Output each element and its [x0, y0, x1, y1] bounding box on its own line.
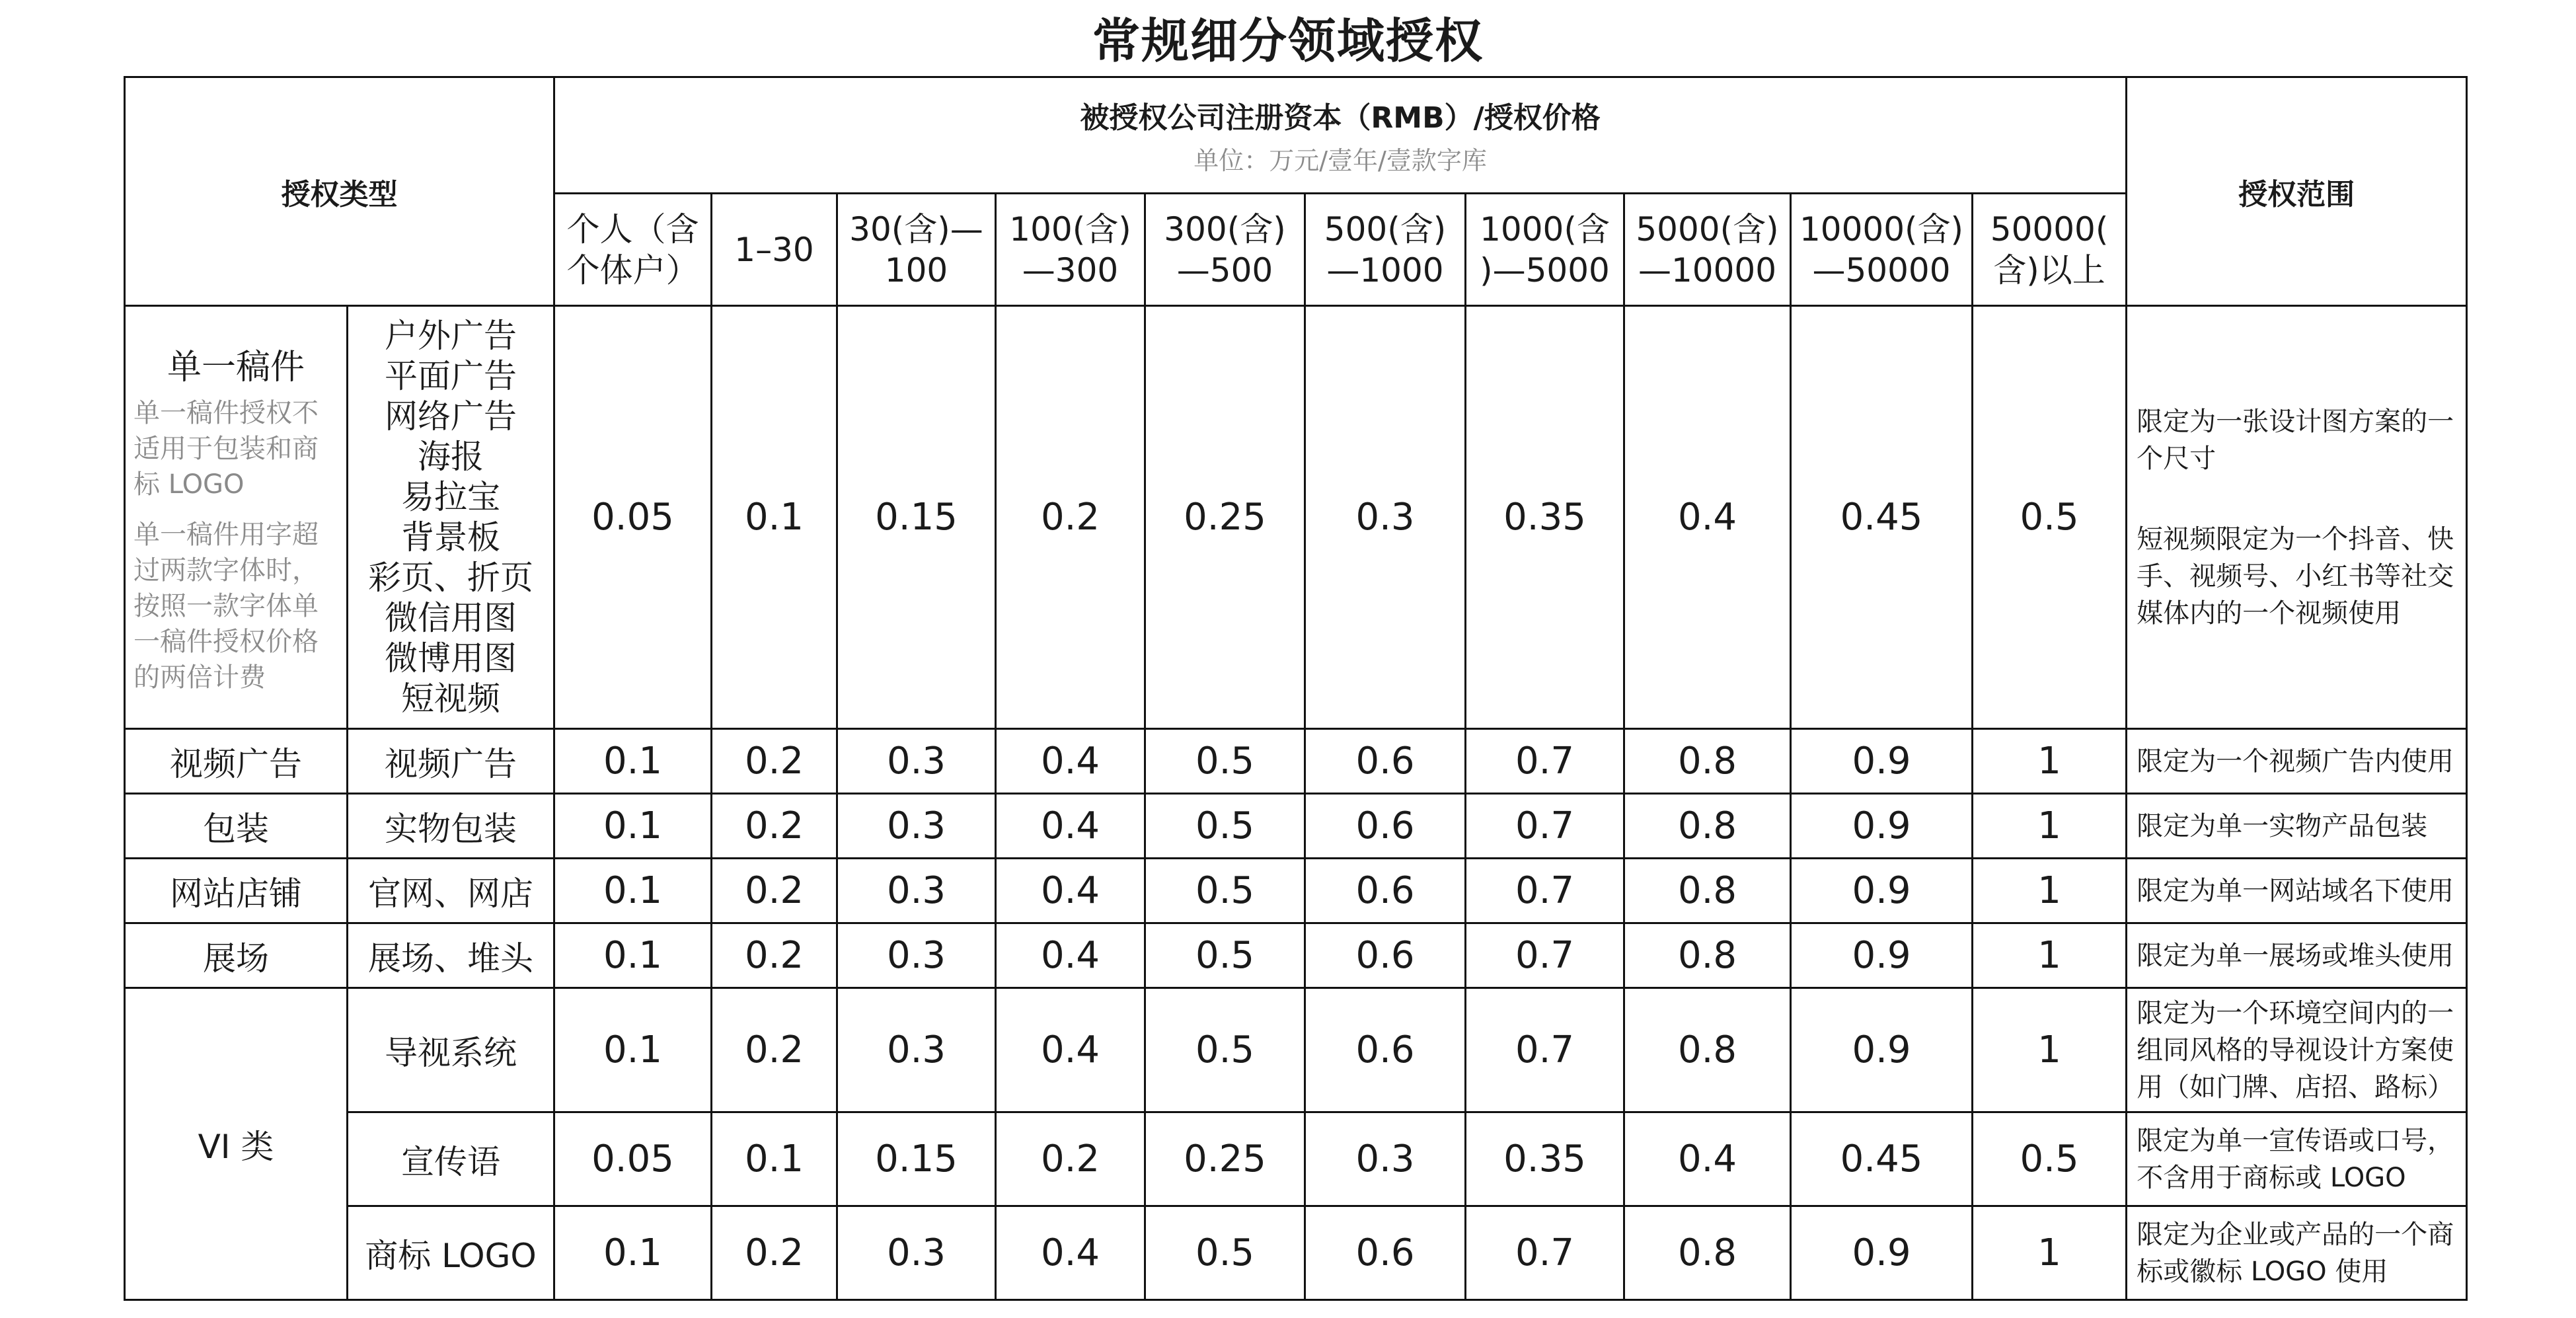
- tier-header: [837, 194, 996, 306]
- price-cell: 1: [1973, 1206, 2127, 1300]
- price-cell: 0.4: [1624, 1112, 1791, 1206]
- tier-header: [554, 194, 712, 306]
- price-cell: 0.7: [1466, 923, 1624, 988]
- category-cell: VI 类: [125, 988, 348, 1300]
- price-cell: 0.9: [1791, 1206, 1973, 1300]
- scope-cell: 限定为企业或产品的一个商标或徽标 LOGO 使用: [2127, 1206, 2467, 1300]
- subcategory-cell: 商标 LOGO: [348, 1206, 554, 1300]
- price-cell: 0.4: [996, 923, 1145, 988]
- category-cell: 包装: [125, 794, 348, 859]
- subcategory-cell: 导视系统: [348, 988, 554, 1112]
- table-row: [125, 306, 2467, 729]
- subcategory-item: 易拉宝: [401, 477, 500, 516]
- scope-text: 限定为一张设计图方案的一个尺寸: [2137, 406, 2454, 474]
- price-cell: 1: [1973, 988, 2127, 1112]
- scope-cell: 限定为单一网站域名下使用: [2127, 859, 2467, 923]
- price-cell: 0.2: [712, 729, 837, 794]
- price-cell: 0.6: [1305, 859, 1466, 923]
- price-cell: 0.3: [837, 1206, 996, 1300]
- tier-header: [1305, 194, 1466, 306]
- table-row: [125, 729, 2467, 794]
- price-cell: 0.7: [1466, 794, 1624, 859]
- price-cell: 0.1: [712, 306, 837, 729]
- price-cell: 0.3: [1305, 1112, 1466, 1206]
- price-cell: 0.3: [1305, 306, 1466, 729]
- subcategory-item: 微信用图: [385, 598, 517, 637]
- price-cell: 0.1: [554, 729, 712, 794]
- price-cell: 0.3: [837, 729, 996, 794]
- price-cell: 0.7: [1466, 988, 1624, 1112]
- tier-line: 个体户）: [566, 251, 699, 290]
- price-cell: 0.5: [1145, 988, 1305, 1112]
- price-cell: 0.5: [1145, 729, 1305, 794]
- category-cell: 展场: [125, 923, 348, 988]
- category-cell: 视频广告: [125, 729, 348, 794]
- category-note: 单一稿件用字超过两款字体时，按照一款字体单一稿件授权价格的两倍计费: [133, 520, 319, 693]
- price-cell: 0.2: [996, 306, 1145, 729]
- price-cell: 0.3: [837, 923, 996, 988]
- scope-cell: 限定为单一宣传语或口号，不含用于商标或 LOGO: [2127, 1112, 2467, 1206]
- scope-header: 授权范围: [2127, 77, 2467, 306]
- price-cell: 0.5: [1973, 1112, 2127, 1206]
- price-cell: 0.2: [712, 859, 837, 923]
- price-cell: 0.7: [1466, 729, 1624, 794]
- price-cell: 0.3: [837, 859, 996, 923]
- price-cell: 0.2: [996, 1112, 1145, 1206]
- price-cell: 0.5: [1145, 923, 1305, 988]
- tier-line: —300: [1022, 251, 1119, 290]
- subcategory-cell: 宣传语: [348, 1112, 554, 1206]
- tier-line: 10000(含): [1799, 210, 1964, 249]
- category-cell: 网站店铺: [125, 859, 348, 923]
- scope-text: 短视频限定为一个抖音、快手、视频号、小红书等社交媒体内的一个视频使用: [2137, 523, 2454, 629]
- subcategory-item: 户外广告: [385, 316, 517, 355]
- price-cell: 0.2: [712, 988, 837, 1112]
- price-cell: 0.5: [1145, 1206, 1305, 1300]
- subcategory-cell: 实物包装: [348, 794, 554, 859]
- price-cell: 0.6: [1305, 729, 1466, 794]
- subcategory-item: 平面广告: [385, 356, 517, 395]
- price-cell: 0.45: [1791, 1112, 1973, 1206]
- price-cell: 0.6: [1305, 794, 1466, 859]
- pricing-table: [124, 76, 2468, 1301]
- subcategory-cell: 展场、堆头: [348, 923, 554, 988]
- subcategory-cell: 视频广告: [348, 729, 554, 794]
- price-cell: 0.2: [712, 794, 837, 859]
- scope-cell: 限定为单一展场或堆头使用: [2127, 923, 2467, 988]
- price-cell: 0.4: [996, 988, 1145, 1112]
- price-cell: 0.2: [712, 923, 837, 988]
- price-cell: 0.9: [1791, 923, 1973, 988]
- tier-line: 5000(含): [1636, 210, 1779, 249]
- price-cell: 0.05: [554, 306, 712, 729]
- subcategory-item: 短视频: [401, 679, 500, 718]
- subcategory-cell: 官网、网店: [348, 859, 554, 923]
- price-cell: 0.5: [1145, 794, 1305, 859]
- price-cell: 0.7: [1466, 1206, 1624, 1300]
- tier-line: 300(含): [1164, 210, 1286, 249]
- capital-header: [554, 77, 2127, 194]
- category-cell: [125, 306, 348, 729]
- price-cell: 0.45: [1791, 306, 1973, 729]
- tier-line: —500: [1176, 251, 1273, 290]
- tier-line: 1000(含: [1480, 210, 1610, 249]
- price-cell: 0.4: [996, 859, 1145, 923]
- type-header: 授权类型: [125, 77, 554, 306]
- price-cell: 0.8: [1624, 729, 1791, 794]
- price-cell: 0.3: [837, 794, 996, 859]
- category-label: 单一稿件: [167, 348, 305, 387]
- price-cell: 1: [1973, 794, 2127, 859]
- price-cell: 0.7: [1466, 859, 1624, 923]
- table-row: [125, 859, 2467, 923]
- price-cell: 0.4: [1624, 306, 1791, 729]
- tier-header: [1624, 194, 1791, 306]
- price-cell: 0.1: [554, 794, 712, 859]
- subcategory-item: 背景板: [401, 518, 500, 557]
- price-cell: 0.9: [1791, 859, 1973, 923]
- table-row: [125, 923, 2467, 988]
- page-title: 常规细分领域授权: [1092, 13, 1484, 69]
- price-cell: 1: [1973, 729, 2127, 794]
- table-row: [125, 794, 2467, 859]
- subcategory-list: [348, 306, 554, 729]
- price-cell: 0.1: [554, 1206, 712, 1300]
- price-cell: 0.3: [837, 988, 996, 1112]
- tier-line: 30(含)—: [849, 210, 983, 249]
- price-cell: 0.15: [837, 1112, 996, 1206]
- tier-line: 500(含): [1324, 210, 1447, 249]
- price-cell: 0.6: [1305, 1206, 1466, 1300]
- price-cell: 0.1: [712, 1112, 837, 1206]
- tier-line: )—5000: [1480, 251, 1610, 290]
- price-cell: 0.25: [1145, 1112, 1305, 1206]
- price-cell: 0.25: [1145, 306, 1305, 729]
- price-cell: 0.4: [996, 794, 1145, 859]
- scope-cell: 限定为一个环境空间内的一组同风格的导视设计方案使用（如门牌、店招、路标）: [2127, 988, 2467, 1112]
- capital-header-label: 被授权公司注册资本（RMB）/授权价格: [1080, 101, 1601, 135]
- tier-line: 50000(: [1990, 210, 2109, 249]
- price-cell: 0.35: [1466, 1112, 1624, 1206]
- price-cell: 0.1: [554, 988, 712, 1112]
- subcategory-item: 网络广告: [385, 397, 517, 436]
- price-cell: 0.6: [1305, 988, 1466, 1112]
- price-cell: 0.8: [1624, 859, 1791, 923]
- price-cell: 0.4: [996, 729, 1145, 794]
- tier-header: [996, 194, 1145, 306]
- tier-header: [712, 194, 837, 306]
- price-cell: 1: [1973, 859, 2127, 923]
- subcategory-item: 海报: [418, 437, 484, 476]
- price-cell: 0.9: [1791, 794, 1973, 859]
- price-cell: 0.8: [1624, 794, 1791, 859]
- price-cell: 0.9: [1791, 729, 1973, 794]
- scope-cell: 限定为一个视频广告内使用: [2127, 729, 2467, 794]
- price-cell: 0.8: [1624, 988, 1791, 1112]
- tier-line: 100(含): [1009, 210, 1131, 249]
- price-cell: 0.5: [1973, 306, 2127, 729]
- category-notes: [133, 395, 338, 695]
- tier-line: 个人（含: [566, 210, 699, 249]
- table-row: [125, 1206, 2467, 1300]
- tier-line: 1–30: [734, 230, 814, 269]
- table-row: [125, 1112, 2467, 1206]
- price-cell: 0.4: [996, 1206, 1145, 1300]
- tier-header: [1973, 194, 2127, 306]
- price-cell: 1: [1973, 923, 2127, 988]
- price-cell: 0.15: [837, 306, 996, 729]
- tier-header: [1145, 194, 1305, 306]
- tier-header: [1466, 194, 1624, 306]
- tier-line: —10000: [1638, 251, 1777, 290]
- tier-header: [1791, 194, 1973, 306]
- price-cell: 0.5: [1145, 859, 1305, 923]
- tier-line: 含)以上: [1993, 251, 2105, 290]
- price-cell: 0.2: [712, 1206, 837, 1300]
- price-cell: 0.1: [554, 859, 712, 923]
- subcategory-item: 彩页、折页: [368, 558, 533, 597]
- tier-line: 100: [884, 251, 948, 290]
- scope-cell: [2127, 306, 2467, 729]
- tier-line: —1000: [1326, 251, 1444, 290]
- unit-label: 单位：万元/壹年/壹款字库: [1193, 146, 1487, 175]
- table-row: [125, 988, 2467, 1112]
- price-cell: 0.8: [1624, 1206, 1791, 1300]
- price-cell: 0.1: [554, 923, 712, 988]
- scope-cell: 限定为单一实物产品包装: [2127, 794, 2467, 859]
- price-cell: 0.9: [1791, 988, 1973, 1112]
- price-cell: 0.8: [1624, 923, 1791, 988]
- subcategory-item: 微博用图: [385, 639, 517, 678]
- price-cell: 0.6: [1305, 923, 1466, 988]
- category-note: 单一稿件授权不适用于包装和商标 LOGO: [133, 398, 319, 500]
- price-cell: 0.05: [554, 1112, 712, 1206]
- tier-line: —50000: [1812, 251, 1951, 290]
- price-cell: 0.35: [1466, 306, 1624, 729]
